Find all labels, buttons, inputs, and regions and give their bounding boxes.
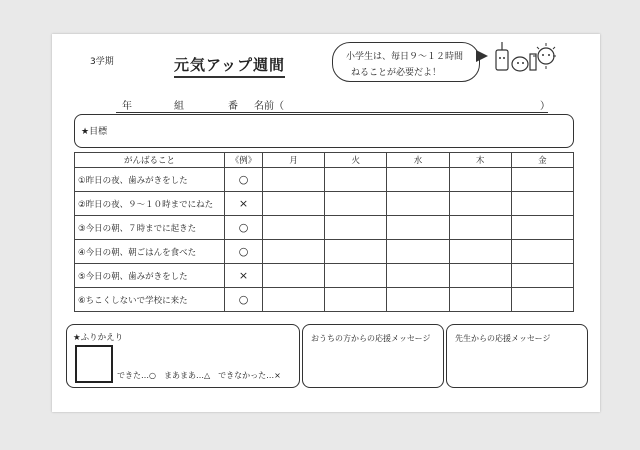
table-row <box>75 264 574 288</box>
check-cell-monday[interactable] <box>263 264 325 288</box>
class-label: 組 <box>174 101 184 112</box>
sleep-message-line2: ねることが必要だよ！ <box>351 68 442 78</box>
header-monday: 月 <box>263 153 325 168</box>
check-cell-friday[interactable] <box>511 240 573 264</box>
goal-box[interactable] <box>74 114 574 148</box>
reflection-mark-square[interactable] <box>75 345 113 383</box>
check-cell-thursday[interactable] <box>449 192 511 216</box>
home-message-label: おうちの方からの応援メッセージ <box>311 334 431 343</box>
name-open-label: 名前（ <box>254 101 284 112</box>
check-cell-thursday[interactable] <box>449 216 511 240</box>
task-label: ②昨日の夜、９～１０時までにねた <box>75 192 225 216</box>
reflection-label: ★ふりかえり <box>73 333 124 343</box>
header-thursday: 木 <box>449 153 511 168</box>
task-label: ④今日の朝、朝ごはんを食べた <box>75 240 225 264</box>
term-label: 3学期 <box>90 57 114 67</box>
name-close-label: ） <box>540 101 550 112</box>
home-message-box[interactable] <box>302 324 444 388</box>
check-cell-wednesday[interactable] <box>387 168 449 192</box>
header-wednesday: 水 <box>387 153 449 168</box>
worksheet <box>52 34 600 412</box>
teacher-message-label: 先生からの応援メッセージ <box>455 334 551 343</box>
year-label: 年 <box>122 101 132 112</box>
example-mark: ○ <box>225 288 263 312</box>
name-underline <box>116 112 548 113</box>
check-cell-monday[interactable] <box>263 288 325 312</box>
table-row <box>75 192 574 216</box>
check-cell-monday[interactable] <box>263 216 325 240</box>
table-row <box>75 240 574 264</box>
page-title: 元気アップ週間 <box>174 54 285 78</box>
check-cell-tuesday[interactable] <box>325 264 387 288</box>
check-cell-wednesday[interactable] <box>387 240 449 264</box>
reflection-box <box>66 324 300 388</box>
task-label: ③今日の朝、７時までに起きた <box>75 216 225 240</box>
check-cell-monday[interactable] <box>263 168 325 192</box>
check-cell-friday[interactable] <box>511 192 573 216</box>
example-mark: ○ <box>225 168 263 192</box>
check-cell-thursday[interactable] <box>449 288 511 312</box>
speech-bubble <box>332 42 480 82</box>
check-cell-friday[interactable] <box>511 216 573 240</box>
table-header-row <box>75 153 574 168</box>
check-cell-wednesday[interactable] <box>387 264 449 288</box>
header-task: がんばること <box>75 153 225 168</box>
daily-checklist-table <box>74 152 574 312</box>
check-cell-tuesday[interactable] <box>325 216 387 240</box>
reflection-legend: できた…○ まあまあ…△ できなかった…× <box>117 371 281 380</box>
number-label: 番 <box>228 101 238 112</box>
speech-bubble-tail <box>476 50 488 62</box>
check-cell-tuesday[interactable] <box>325 288 387 312</box>
example-mark: ○ <box>225 216 263 240</box>
check-cell-wednesday[interactable] <box>387 216 449 240</box>
check-cell-wednesday[interactable] <box>387 288 449 312</box>
check-cell-friday[interactable] <box>511 168 573 192</box>
check-cell-thursday[interactable] <box>449 240 511 264</box>
table-row <box>75 216 574 240</box>
mascot-illustration-icon <box>492 40 556 76</box>
header-friday: 金 <box>511 153 573 168</box>
task-label: ①昨日の夜、歯みがきをした <box>75 168 225 192</box>
example-mark: ○ <box>225 240 263 264</box>
task-label: ⑤今日の朝、歯みがきをした <box>75 264 225 288</box>
name-row <box>122 97 562 111</box>
check-cell-monday[interactable] <box>263 240 325 264</box>
table-row <box>75 288 574 312</box>
check-cell-thursday[interactable] <box>449 264 511 288</box>
check-cell-tuesday[interactable] <box>325 168 387 192</box>
check-cell-thursday[interactable] <box>449 168 511 192</box>
teacher-message-box[interactable] <box>446 324 588 388</box>
sleep-message-line1: 小学生は、毎日９～１２時間 <box>346 52 464 62</box>
check-cell-wednesday[interactable] <box>387 192 449 216</box>
goal-label: ★目標 <box>81 127 108 137</box>
task-label: ⑥ちこくしないで学校に来た <box>75 288 225 312</box>
header-tuesday: 火 <box>325 153 387 168</box>
table-row <box>75 168 574 192</box>
example-mark: × <box>225 192 263 216</box>
check-cell-tuesday[interactable] <box>325 192 387 216</box>
header-example: 《例》 <box>225 153 263 168</box>
check-cell-friday[interactable] <box>511 264 573 288</box>
check-cell-friday[interactable] <box>511 288 573 312</box>
example-mark: × <box>225 264 263 288</box>
check-cell-tuesday[interactable] <box>325 240 387 264</box>
check-cell-monday[interactable] <box>263 192 325 216</box>
